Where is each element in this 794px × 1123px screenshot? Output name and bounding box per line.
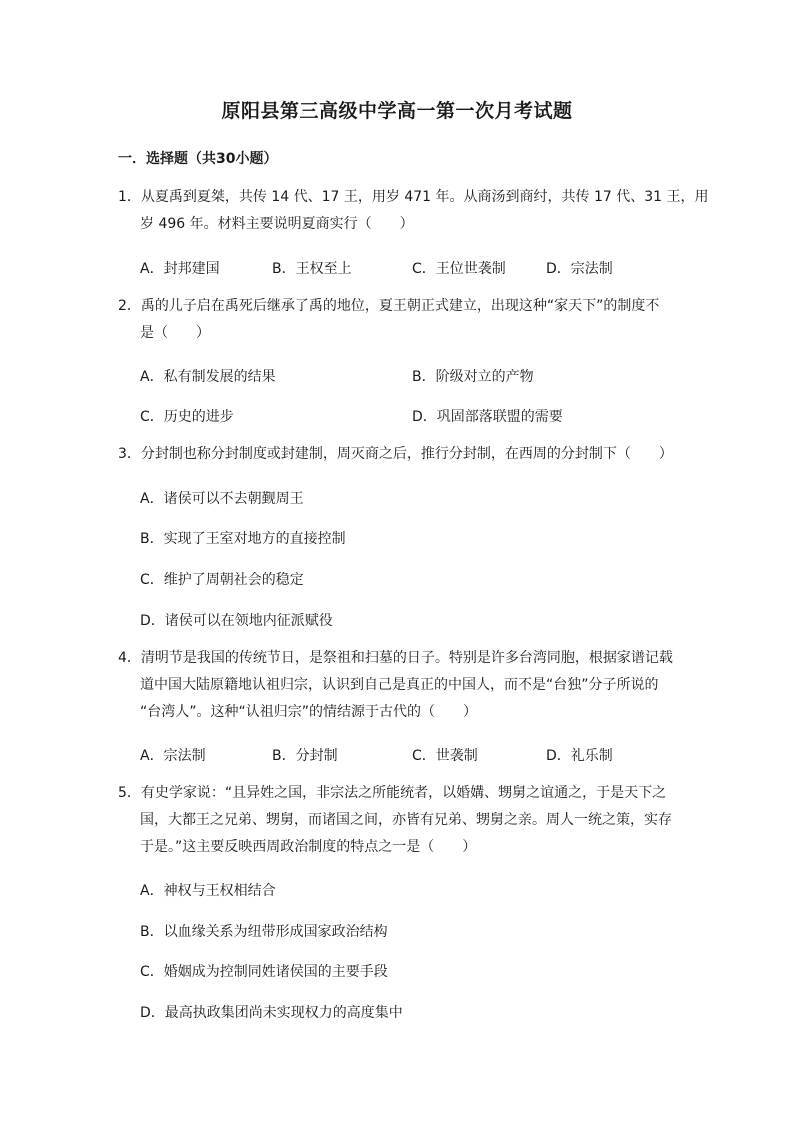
question-3-line-1: 3．分封制也称分封制度或封建制，周灭商之后，推行分封制，在西周的分封制下（ ） <box>118 446 673 462</box>
option-b[interactable]: B．以血缘关系为纽带形成国家政治结构 <box>140 924 388 940</box>
option-c[interactable]: C．王位世袭制 <box>412 261 506 277</box>
question-3 <box>118 441 678 468</box>
option-d[interactable]: D．诸侯可以在领地内征派赋役 <box>140 613 333 629</box>
question-4-line-2: 道中国大陆原籍地认祖归宗，认识到自己是真正的中国人，而不是“台独”分子所说的 <box>140 677 659 693</box>
option-b[interactable]: B．王权至上 <box>272 261 352 277</box>
option-a[interactable]: A．神权与王权相结合 <box>140 883 276 899</box>
question-4 <box>118 645 678 726</box>
question-5-line-3: 于是。”这主要反映西周政治制度的特点之一是（ ） <box>140 839 477 855</box>
question-2-line-1: 2．禹的儿子启在禹死后继承了禹的地位，夏王朝正式建立，出现这种“家天下”的制度不 <box>118 298 660 314</box>
option-c[interactable]: C．世袭制 <box>412 748 478 764</box>
question-5-line-1: 5．有史学家说：“且异姓之国，非宗法之所能统者，以婚媾、甥舅之谊通之，于是天下之 <box>118 785 667 801</box>
question-2 <box>118 293 678 347</box>
option-b[interactable]: B．阶级对立的产物 <box>412 369 534 385</box>
question-5-line-2: 国，大都王之兄弟、甥舅，而诸国之间，亦皆有兄弟、甥舅之亲。周人一统之策，实存 <box>140 812 672 828</box>
question-5 <box>118 780 678 861</box>
option-a[interactable]: A．宗法制 <box>140 748 206 764</box>
question-1-line-1: 1．从夏禹到夏桀，共传 14 代、17 王，用岁 471 年。从商汤到商纣，共传 17 代、31 王，用 <box>118 189 709 205</box>
question-4-line-1: 4．清明节是我国的传统节日，是祭祖和扫墓的日子。特别是许多台湾同胞，根据家谱记载 <box>118 650 673 666</box>
question-1 <box>118 184 709 238</box>
option-a[interactable]: A．诸侯可以不去朝觐周王 <box>140 491 304 507</box>
option-a[interactable]: A．封邦建国 <box>140 261 220 277</box>
option-d[interactable]: D．礼乐制 <box>546 748 613 764</box>
question-1-line-2: 岁 496 年。材料主要说明夏商实行（ ） <box>140 216 414 232</box>
option-a[interactable]: A．私有制发展的结果 <box>140 369 276 385</box>
option-c[interactable]: C．历史的进步 <box>140 409 234 425</box>
option-d[interactable]: D．最高执政集团尚未实现权力的高度集中 <box>140 1005 403 1021</box>
question-2-line-2: 是（ ） <box>140 325 210 341</box>
exam-title: 原阳县第三高级中学高一第一次月考试题 <box>221 100 573 122</box>
option-c[interactable]: C．婚姻成为控制同姓诸侯国的主要手段 <box>140 964 388 980</box>
option-d[interactable]: D．巩固部落联盟的需要 <box>412 409 563 425</box>
option-b[interactable]: B．实现了王室对地方的直接控制 <box>140 531 346 547</box>
option-c[interactable]: C．维护了周朝社会的稳定 <box>140 572 304 588</box>
option-d[interactable]: D．宗法制 <box>546 261 613 277</box>
option-b[interactable]: B．分封制 <box>272 748 338 764</box>
question-4-line-3: “台湾人”。这种“认祖归宗”的情结源于古代的（ ） <box>140 704 478 720</box>
section-heading: 一．选择题（共30小题） <box>118 151 278 167</box>
